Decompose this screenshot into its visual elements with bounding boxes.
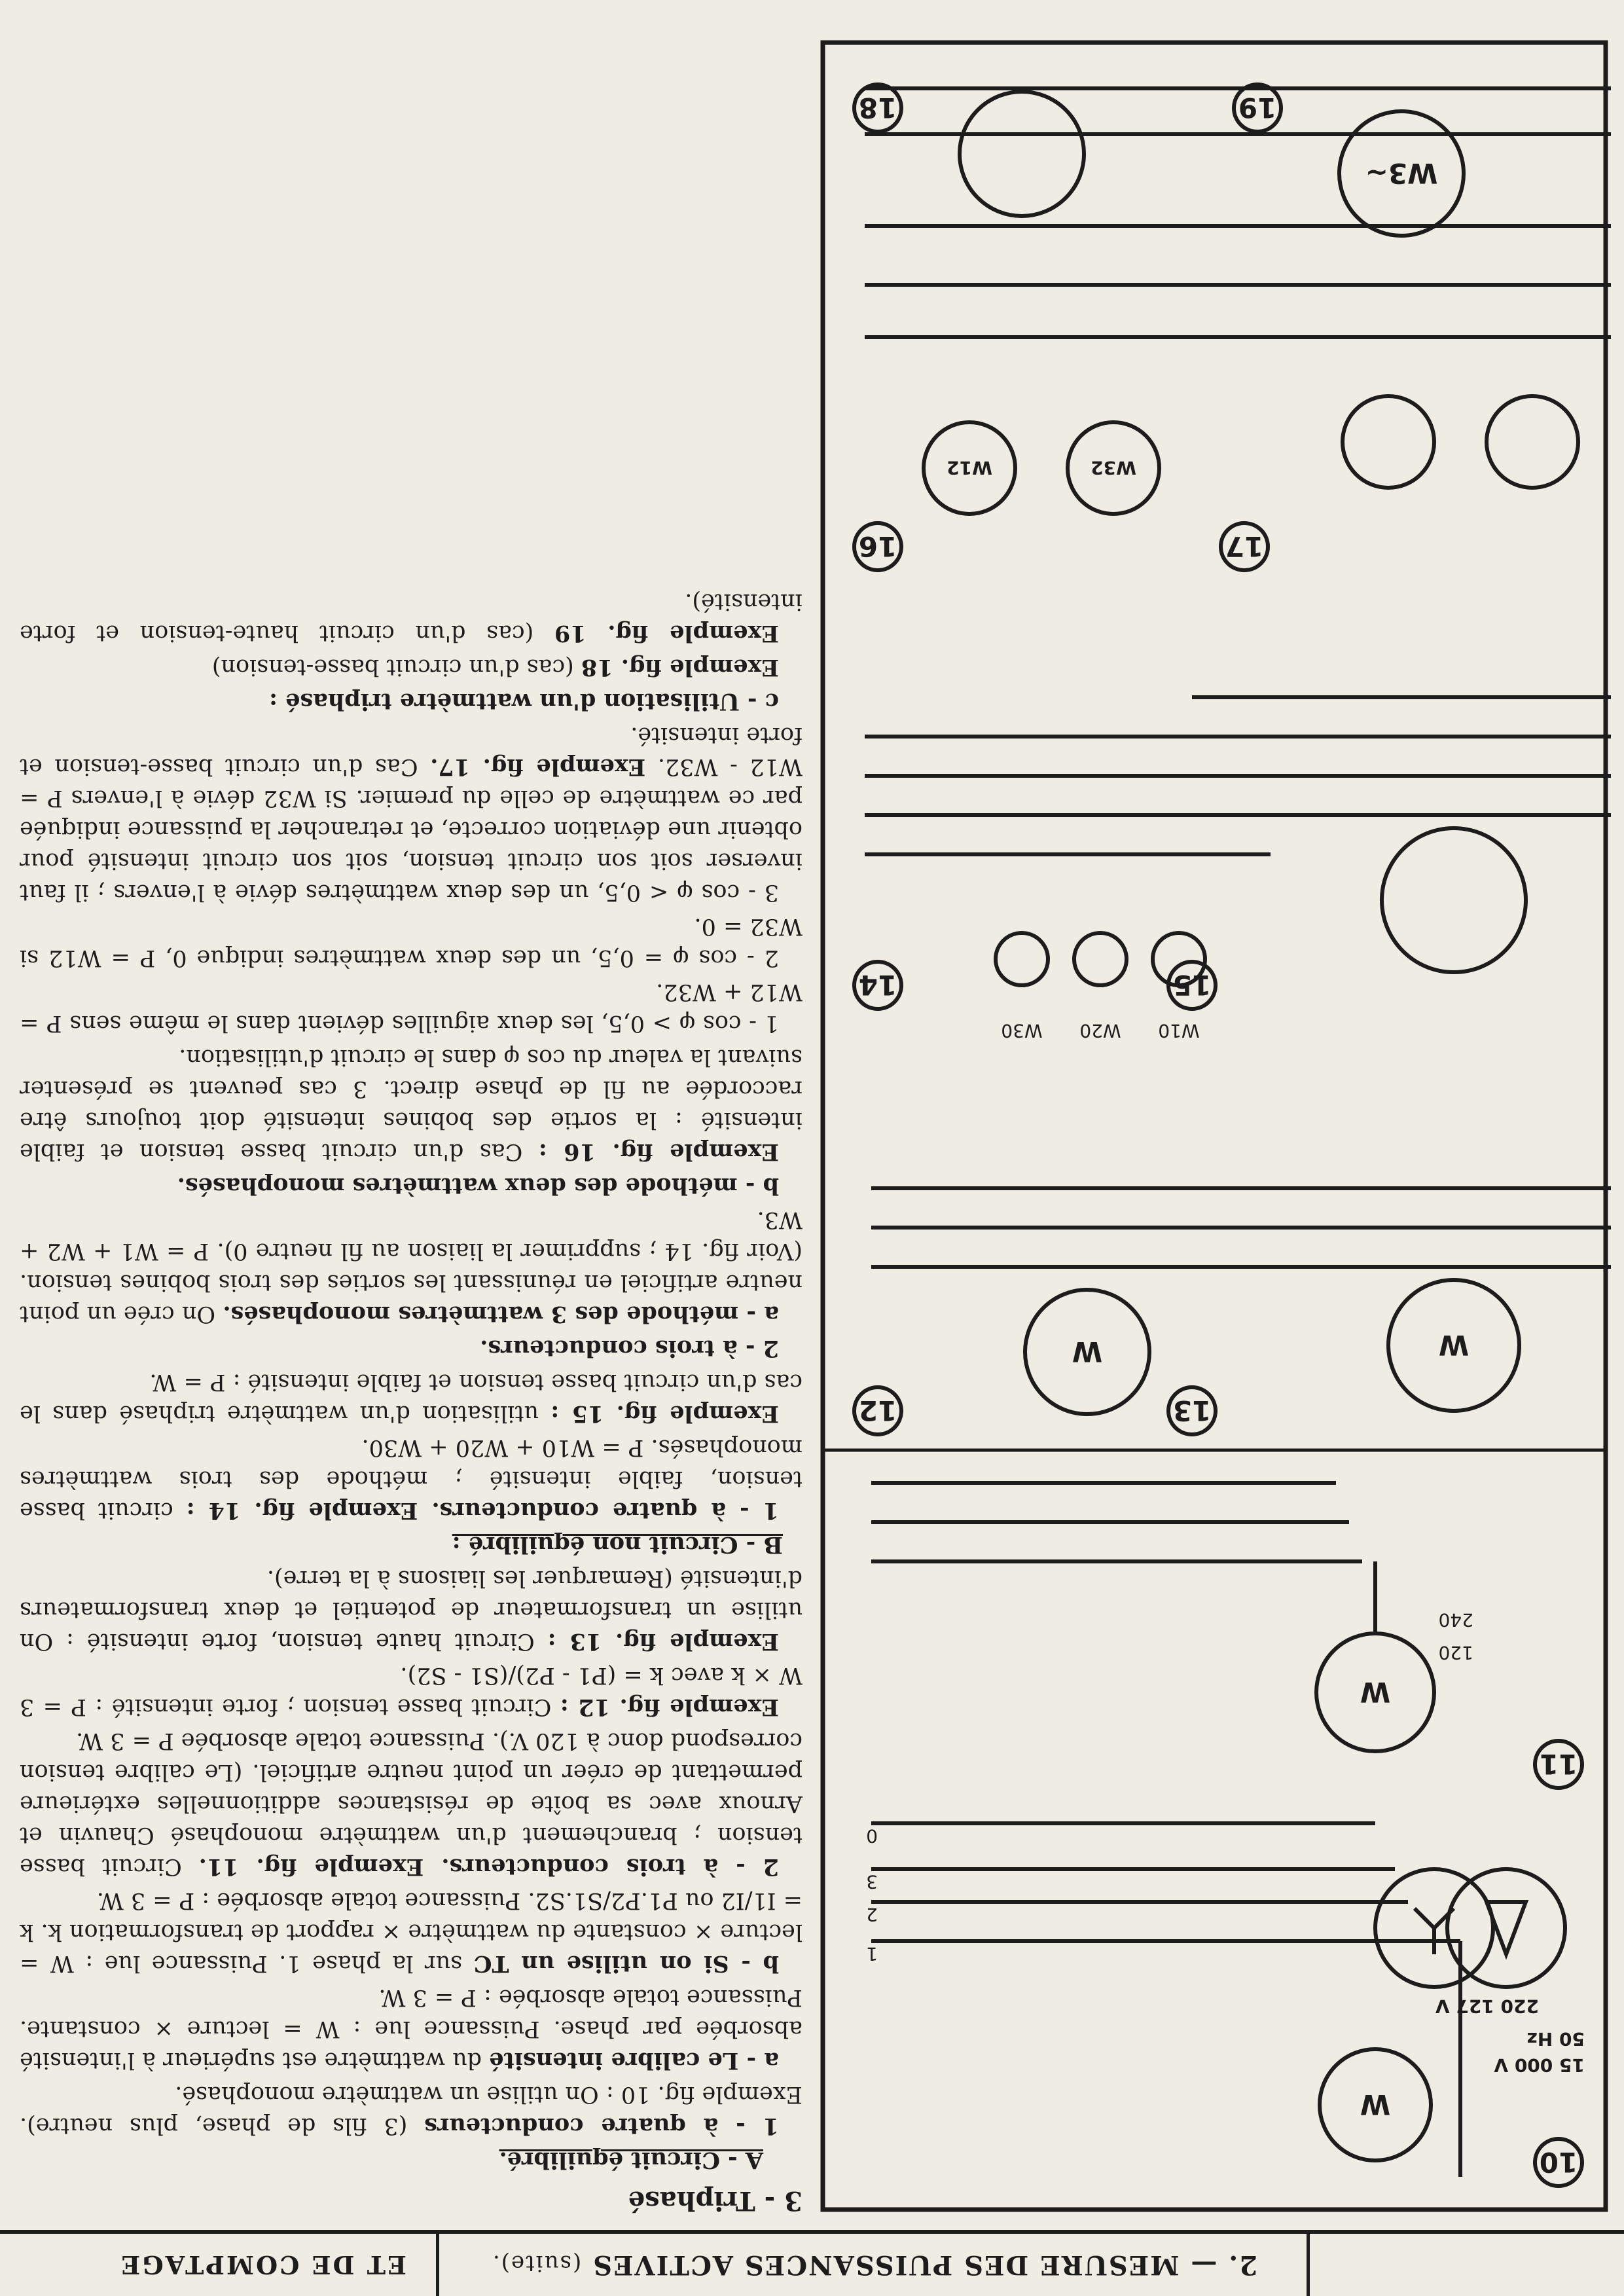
paragraph-B2a: a - méthode des 3 wattmètres monophasés. On crée un point neutre artificiel en réunissant les sorties des trois bobines tension. (Voir fig. 14 ; supprimer la liaison au fil neutre 0). P = W1 + W2 + W3. xyxy=(20,1207,803,1328)
header-title-text: 2. — MESURE DES PUISSANCES ACTIVES xyxy=(592,2250,1258,2280)
fig19-wattmeter-label: W3~ xyxy=(1365,157,1438,189)
fig11-terminal-120: 120 xyxy=(1438,1642,1473,1664)
subsection-a-title: A - Circuit équilibré. xyxy=(499,2147,763,2174)
fig11-wires xyxy=(871,1483,1375,1633)
fig12-wattmeter-label: W xyxy=(1072,1336,1103,1368)
paragraph-ex12: Exemple fig. 12 : Circuit basse tension ; forte intensité : P = 3 W × k avec k = (P1 - P2)/(S1 - S2). xyxy=(19,1662,803,1721)
paragraph-2: 2 - à trois conducteurs. Exemple fig. 11. Circuit basse tension ; branchement d'un wattmètre monophasé Chauvin et Arnoux avec sa boîte de résistances additionnelles extérieure permettant de créer un point neutre artificiel. (Le calibre tension correspond donc à 120 V.). Puissance totale absorbée P = 3 W. xyxy=(19,1728,803,1880)
figure-19 xyxy=(1234,84,1611,236)
fig14-w30-label: W30 xyxy=(1001,1020,1043,1042)
fig10-phase-2: 2 xyxy=(866,1904,878,1925)
paragraph-ex19: Exemple fig. 19 (cas d'un circuit haute-tension et forte intensité). xyxy=(20,589,803,647)
figure-11 xyxy=(871,1483,1582,1788)
header-title-suffix: (suite). xyxy=(491,2250,582,2276)
case-1: 1 - cos φ > 0,5, les deux aiguilles dévient dans le même sens P = W12 + W32. xyxy=(20,979,803,1036)
page-header xyxy=(0,2230,1624,2296)
paragraph-ex16: Exemple fig. 16 : Cas d'un circuit basse tension et faible intensité : la sortie des bobines intensité doit toujours être raccordée au fil de phase direct. 3 cas peuvent se présenter suivant la valeur du cos φ dans le circuit d'utilisation. xyxy=(19,1044,803,1165)
paragraph-ex15: Exemple fig. 15 : utilisation d'un wattmètre triphasé dans le cas d'un circuit basse tension et faible intensité : P = W. xyxy=(20,1369,803,1427)
fig10-number: 10 xyxy=(1539,2146,1578,2178)
fig17-w32 xyxy=(1487,396,1578,488)
fig10-phase-3: 3 xyxy=(866,1871,878,1893)
header-right-text: ET DE COMPTAGE xyxy=(119,2250,406,2280)
fig17-number: 17 xyxy=(1225,530,1264,562)
figure-10 xyxy=(866,1823,1585,2186)
header-right-cell xyxy=(0,2234,439,2296)
fig14-w20 xyxy=(1074,933,1127,985)
fig15-number: 15 xyxy=(1172,969,1212,1001)
subsection-b-title: B - Circuit non équilibré : xyxy=(452,1531,783,1558)
fig19-wires xyxy=(1257,88,1611,134)
header-left-cell xyxy=(1307,2234,1624,2296)
fig17-w12 xyxy=(1343,396,1434,488)
paragraph-1: 1 - à quatre conducteurs (3 fils de phase, plus neutre). Exemple fig. 10 : On utilise un wattmètre monophasé. xyxy=(20,2081,803,2140)
fig10-neutral: 0 xyxy=(866,1825,878,1847)
fig16-w12-label: W12 xyxy=(947,457,992,479)
paragraph-ex13: Exemple fig. 13 : Circuit haute tension, forte intensité : On utilise un transformateur de potentiel et deux transformateurs d'intensité (Remarquer les liaisons à la terre). xyxy=(20,1565,803,1655)
fig14-w20-label: W20 xyxy=(1079,1020,1121,1042)
fig14-number: 14 xyxy=(858,969,897,1001)
fig11-number: 11 xyxy=(1539,1748,1578,1780)
section-title: 3 - Triphasé xyxy=(628,2185,803,2216)
fig16-wires xyxy=(865,226,1257,337)
fig10-transformer-primary xyxy=(1447,1869,1565,1987)
fig12-number: 12 xyxy=(858,1394,897,1427)
fig14-w30 xyxy=(996,933,1048,985)
figures-area xyxy=(819,29,1624,2216)
fig15-wattmeter xyxy=(1382,828,1526,972)
figures-svg xyxy=(819,29,1624,2216)
case-2: 2 - cos φ = 0,5, un des deux wattmètres indique 0, P = W12 si W32 = 0. xyxy=(20,913,803,971)
fig16-w32-label: W32 xyxy=(1091,457,1136,479)
fig10-secondary-voltage: 220 127 V xyxy=(1435,1995,1539,2017)
fig16-number: 16 xyxy=(858,530,897,562)
figures-frame xyxy=(823,43,1606,2210)
text-column xyxy=(20,583,803,2216)
fig13-wires xyxy=(1179,1188,1611,1267)
fig10-supply-voltage: 15 000 V xyxy=(1494,2054,1585,2076)
figure-17 xyxy=(1221,226,1611,570)
fig17-wires xyxy=(1257,226,1611,337)
fig11-wattmeter-label: W xyxy=(1360,1676,1391,1708)
fig19-number: 19 xyxy=(1238,92,1277,124)
fig10-phase-1: 1 xyxy=(866,1943,878,1965)
fig13-wattmeter-label: W xyxy=(1438,1329,1470,1361)
paragraph-ex18: Exemple fig. 18 (cas d'un circuit basse-tension) xyxy=(211,654,779,681)
fig10-wires xyxy=(871,1823,1460,2177)
fig14-wires xyxy=(865,737,1271,854)
fig10-supply-frequency: 50 Hz xyxy=(1526,2028,1585,2050)
figure-18 xyxy=(854,84,1257,216)
fig15-wires xyxy=(1192,697,1611,815)
figure-16 xyxy=(854,226,1257,570)
fig18-number: 18 xyxy=(858,92,897,124)
fig11-terminal-240: 240 xyxy=(1438,1609,1473,1631)
case-3: 3 - cos φ < 0,5, un des deux wattmètres dévie à l'envers ; il faut inverser soit son circuit tension, soit son circuit intensité pour obtenir une déviation correcte, et retrancher la puissance indiquée par ce wattmètre de celle du premier. Si W32 dévie à l'envers P = W12 - W32. Exemple fig. 17. Cas d'un circuit basse-tension et forte intensité. xyxy=(20,722,803,905)
paragraph-B2b: b - méthode des deux wattmètres monophasés. xyxy=(177,1173,779,1199)
fig18-wattmeter xyxy=(960,92,1084,216)
paragraph-B2: 2 - à trois conducteurs. xyxy=(480,1335,779,1362)
figure-13 xyxy=(1168,1188,1611,1434)
fig13-number: 13 xyxy=(1172,1394,1212,1427)
fig14-w10-label: W10 xyxy=(1158,1020,1200,1042)
paragraph-c: c - Utilisation d'un wattmètre triphasé : xyxy=(269,688,779,715)
paragraph-a: a - Le calibre intensité du wattmètre est supérieur à l'intensité absorbée par phase. Puissance lue : W = lecture × constante. Puissance totale absorbée : P = 3 W. xyxy=(20,1984,803,2074)
fig18-wires xyxy=(865,88,1257,134)
header-title xyxy=(436,2234,1310,2296)
paragraph-B1: 1 - à quatre conducteurs. Exemple fig. 14 : circuit basse tension, faible intensité ; méthode des trois wattmètres monophasés. P = W10 + W20 + W30. xyxy=(20,1434,803,1524)
fig10-wattmeter-label: W xyxy=(1360,2088,1391,2121)
paragraph-b: b - Si on utilise un TC sur la phase 1. Puissance lue : W = lecture × constante du wattmètre × rapport de transformation k. k = I1/I2 ou P1.P2/S1.S2. Puissance totale absorbée : P = 3 W. xyxy=(19,1887,803,1977)
